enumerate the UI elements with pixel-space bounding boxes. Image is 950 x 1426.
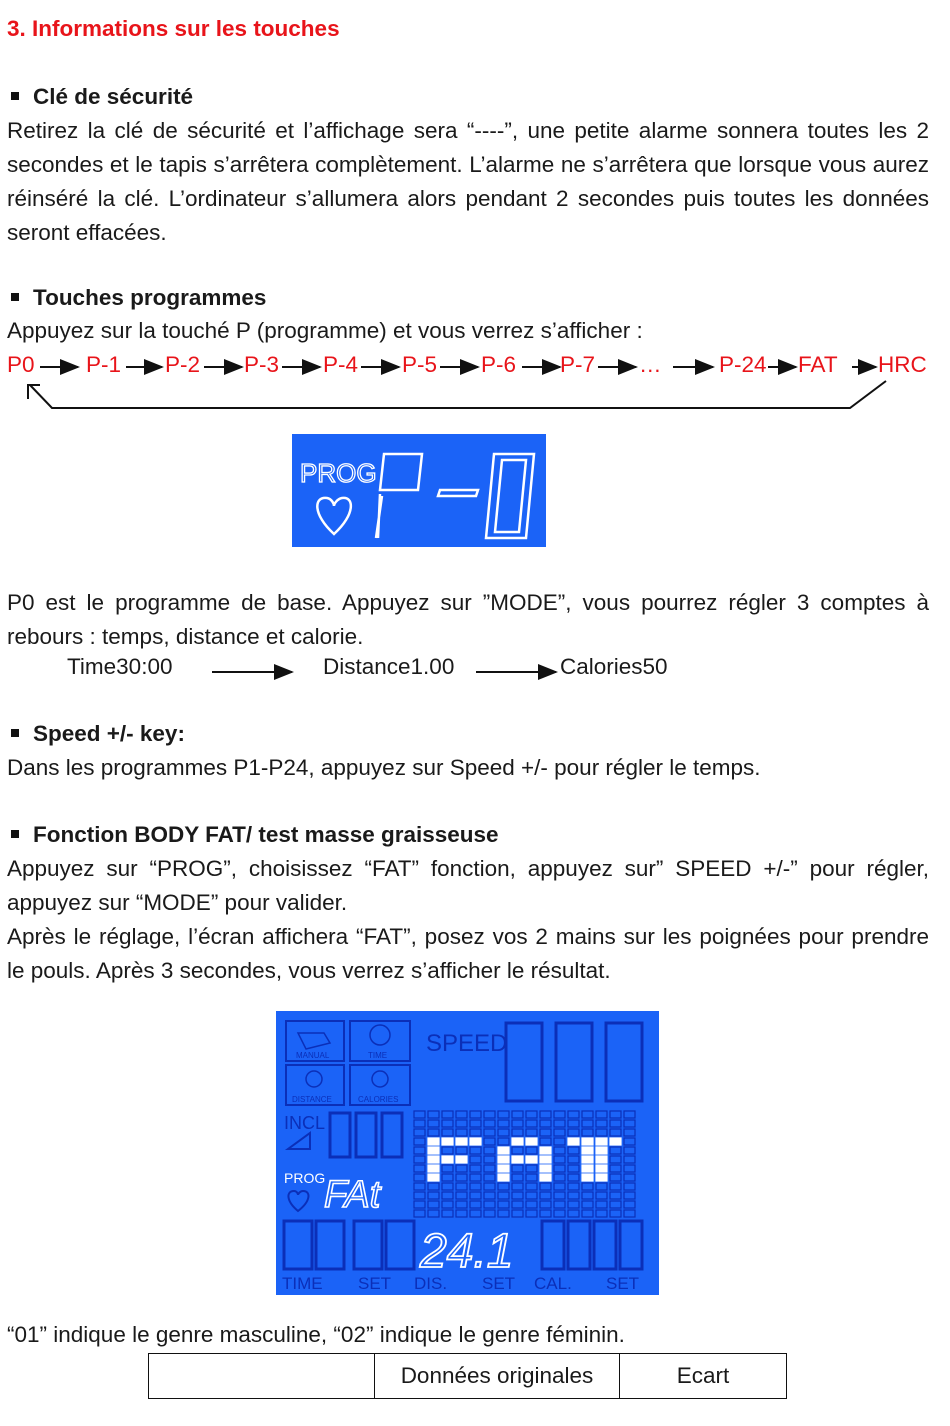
countdown-calories: Calories50 bbox=[560, 654, 668, 679]
lcd-incl-label: INCL bbox=[284, 1113, 326, 1133]
table-row bbox=[149, 1354, 787, 1399]
matrix-cell bbox=[610, 1111, 621, 1118]
matrix-cell bbox=[554, 1147, 565, 1154]
matrix-cell bbox=[610, 1174, 621, 1181]
programs-intro: Appuyez sur la touché P (programme) et vous verrez s’afficher : bbox=[7, 318, 643, 343]
matrix-cell bbox=[498, 1192, 509, 1199]
matrix-cell bbox=[470, 1192, 481, 1199]
matrix-cell bbox=[428, 1192, 439, 1199]
matrix-cell bbox=[498, 1210, 509, 1217]
flow-item: P0 bbox=[7, 352, 35, 377]
bottom-label-set: SET bbox=[606, 1274, 640, 1293]
icon-label-manual: MANUAL bbox=[296, 1051, 330, 1060]
matrix-cell bbox=[456, 1156, 467, 1163]
matrix-cell bbox=[442, 1147, 453, 1154]
icon-label-time: TIME bbox=[368, 1051, 388, 1060]
incl-ghost-digits bbox=[330, 1113, 402, 1157]
fat-dot-matrix bbox=[414, 1111, 635, 1217]
comparison-table bbox=[148, 1353, 787, 1399]
matrix-cell bbox=[526, 1111, 537, 1118]
lcd-prog-value: FAt bbox=[324, 1174, 381, 1216]
matrix-cell bbox=[624, 1147, 635, 1154]
flow-item: FAT bbox=[798, 352, 838, 377]
flow-item: P-1 bbox=[86, 352, 122, 377]
matrix-cell bbox=[414, 1183, 425, 1190]
matrix-cell bbox=[526, 1210, 537, 1217]
matrix-cell bbox=[624, 1120, 635, 1127]
table-header-original: Données originales bbox=[375, 1354, 620, 1399]
matrix-cell bbox=[610, 1138, 621, 1145]
bodyfat-paragraph-1: Appuyez sur “PROG”, choisissez “FAT” fonction, appuyez sur” SPEED +/-” pour régler, appuyez sur “MODE” pour valider. bbox=[7, 856, 929, 915]
matrix-cell bbox=[484, 1201, 495, 1208]
matrix-cell bbox=[456, 1183, 467, 1190]
hand-icon bbox=[298, 1033, 330, 1049]
matrix-cell bbox=[540, 1201, 551, 1208]
matrix-cell bbox=[442, 1129, 453, 1136]
matrix-cell bbox=[456, 1210, 467, 1217]
matrix-cell bbox=[470, 1183, 481, 1190]
bottom-label-set: SET bbox=[482, 1274, 516, 1293]
table-header-ecart: Ecart bbox=[620, 1354, 787, 1399]
matrix-cell bbox=[582, 1183, 593, 1190]
matrix-cell bbox=[582, 1210, 593, 1217]
matrix-cell bbox=[526, 1129, 537, 1136]
matrix-cell bbox=[582, 1192, 593, 1199]
lcd-speed-label: SPEED bbox=[426, 1030, 508, 1057]
matrix-cell bbox=[526, 1192, 537, 1199]
flow-item: P-4 bbox=[323, 352, 359, 377]
matrix-cell bbox=[554, 1129, 565, 1136]
lcd-prog-label: PROG bbox=[300, 458, 377, 488]
matrix-cell bbox=[582, 1165, 593, 1172]
matrix-cell bbox=[484, 1129, 495, 1136]
matrix-cell bbox=[456, 1174, 467, 1181]
matrix-cell bbox=[428, 1111, 439, 1118]
matrix-cell bbox=[428, 1138, 439, 1145]
matrix-cell bbox=[484, 1156, 495, 1163]
matrix-cell bbox=[498, 1111, 509, 1118]
matrix-cell bbox=[442, 1138, 453, 1145]
matrix-cell bbox=[610, 1165, 621, 1172]
matrix-cell bbox=[470, 1129, 481, 1136]
matrix-cell bbox=[526, 1138, 537, 1145]
bottom-label-time: TIME bbox=[282, 1274, 323, 1293]
speed-paragraph: Dans les programmes P1-P24, appuyez sur Speed +/- pour régler le temps. bbox=[7, 755, 761, 780]
flow-item: P-5 bbox=[402, 352, 438, 377]
matrix-cell bbox=[526, 1147, 537, 1154]
matrix-cell bbox=[568, 1129, 579, 1136]
lcd-value: 24.1 bbox=[420, 1225, 514, 1278]
matrix-cell bbox=[414, 1120, 425, 1127]
matrix-cell bbox=[498, 1129, 509, 1136]
matrix-cell bbox=[442, 1165, 453, 1172]
matrix-cell bbox=[624, 1183, 635, 1190]
matrix-cell bbox=[484, 1192, 495, 1199]
matrix-cell bbox=[456, 1129, 467, 1136]
matrix-cell bbox=[414, 1129, 425, 1136]
lcd-digits bbox=[376, 454, 534, 538]
matrix-cell bbox=[470, 1111, 481, 1118]
matrix-cell bbox=[596, 1120, 607, 1127]
matrix-cell bbox=[470, 1174, 481, 1181]
matrix-cell bbox=[540, 1111, 551, 1118]
matrix-cell bbox=[428, 1210, 439, 1217]
matrix-cell bbox=[512, 1111, 523, 1118]
matrix-cell bbox=[540, 1165, 551, 1172]
matrix-cell bbox=[610, 1183, 621, 1190]
matrix-cell bbox=[554, 1183, 565, 1190]
heart-icon bbox=[317, 498, 351, 534]
lcd-program-display bbox=[292, 434, 546, 547]
lcd-console-svg bbox=[276, 1011, 659, 1295]
bullet-icon bbox=[11, 729, 19, 737]
matrix-cell bbox=[554, 1156, 565, 1163]
matrix-cell bbox=[568, 1201, 579, 1208]
section-title: 3. Informations sur les touches bbox=[7, 16, 340, 41]
flow-item: HRC bbox=[878, 352, 927, 377]
countdown-distance: Distance1.00 bbox=[323, 654, 455, 679]
matrix-cell bbox=[624, 1165, 635, 1172]
matrix-cell bbox=[484, 1183, 495, 1190]
matrix-cell bbox=[554, 1192, 565, 1199]
matrix-cell bbox=[540, 1174, 551, 1181]
gender-note: “01” indique le genre masculine, “02” indique le genre féminin. bbox=[7, 1322, 625, 1347]
matrix-cell bbox=[512, 1174, 523, 1181]
safety-heading bbox=[7, 84, 193, 110]
matrix-cell bbox=[526, 1183, 537, 1190]
matrix-cell bbox=[428, 1165, 439, 1172]
matrix-cell bbox=[414, 1147, 425, 1154]
matrix-cell bbox=[568, 1174, 579, 1181]
lcd-console-display bbox=[276, 1011, 659, 1295]
matrix-cell bbox=[568, 1138, 579, 1145]
matrix-cell bbox=[582, 1120, 593, 1127]
matrix-cell bbox=[428, 1183, 439, 1190]
matrix-cell bbox=[512, 1201, 523, 1208]
matrix-cell bbox=[498, 1156, 509, 1163]
matrix-cell bbox=[554, 1201, 565, 1208]
matrix-cell bbox=[624, 1156, 635, 1163]
matrix-cell bbox=[582, 1111, 593, 1118]
matrix-cell bbox=[470, 1165, 481, 1172]
matrix-cell bbox=[596, 1138, 607, 1145]
matrix-cell bbox=[596, 1111, 607, 1118]
matrix-cell bbox=[414, 1210, 425, 1217]
runner-icon bbox=[306, 1071, 322, 1087]
matrix-cell bbox=[554, 1111, 565, 1118]
matrix-cell bbox=[624, 1210, 635, 1217]
matrix-cell bbox=[610, 1120, 621, 1127]
matrix-cell bbox=[596, 1147, 607, 1154]
p0-paragraph: P0 est le programme de base. Appuyez sur ”MODE”, vous pourrez régler 3 comptes à rebours : temps, distance et calorie. bbox=[7, 590, 929, 649]
matrix-cell bbox=[512, 1138, 523, 1145]
matrix-cell bbox=[442, 1111, 453, 1118]
matrix-cell bbox=[568, 1120, 579, 1127]
matrix-cell bbox=[414, 1165, 425, 1172]
programs-heading bbox=[7, 285, 266, 311]
bodyfat-heading bbox=[7, 822, 499, 848]
icon-label-distance: DISTANCE bbox=[292, 1095, 332, 1104]
matrix-cell bbox=[512, 1165, 523, 1172]
matrix-cell bbox=[540, 1138, 551, 1145]
matrix-cell bbox=[554, 1174, 565, 1181]
matrix-cell bbox=[568, 1210, 579, 1217]
return-arrow-line bbox=[30, 381, 886, 408]
matrix-cell bbox=[414, 1201, 425, 1208]
table-cell-empty bbox=[149, 1354, 375, 1399]
matrix-cell bbox=[610, 1129, 621, 1136]
matrix-cell bbox=[498, 1138, 509, 1145]
bullet-icon bbox=[11, 293, 19, 301]
matrix-cell bbox=[526, 1120, 537, 1127]
matrix-cell bbox=[484, 1210, 495, 1217]
safety-paragraph: Retirez la clé de sécurité et l’affichage sera “----”, une petite alarme sonnera toutes les 2 secondes et le tapis s’arrêtera complètement. L’alarme ne s’arrêtera que lorsque vous aurez réinséré la clé. L’ordinateur s’allumera alors pendant 2 secondes puis toutes les données seront effacées. bbox=[7, 118, 929, 245]
safety-heading-text: Clé de sécurité bbox=[33, 84, 194, 109]
matrix-cell bbox=[596, 1192, 607, 1199]
matrix-cell bbox=[596, 1201, 607, 1208]
matrix-cell bbox=[568, 1183, 579, 1190]
speed-heading-text: Speed +/- key: bbox=[33, 721, 185, 746]
matrix-cell bbox=[428, 1201, 439, 1208]
matrix-cell bbox=[470, 1210, 481, 1217]
matrix-cell bbox=[582, 1147, 593, 1154]
matrix-cell bbox=[456, 1147, 467, 1154]
matrix-cell bbox=[624, 1129, 635, 1136]
matrix-cell bbox=[526, 1165, 537, 1172]
matrix-cell bbox=[526, 1156, 537, 1163]
matrix-cell bbox=[498, 1183, 509, 1190]
speed-ghost-digits bbox=[506, 1023, 642, 1101]
flow-item: P-24 bbox=[719, 352, 767, 377]
matrix-cell bbox=[498, 1201, 509, 1208]
matrix-cell bbox=[610, 1210, 621, 1217]
matrix-cell bbox=[484, 1120, 495, 1127]
matrix-cell bbox=[554, 1210, 565, 1217]
matrix-cell bbox=[442, 1183, 453, 1190]
matrix-cell bbox=[414, 1138, 425, 1145]
matrix-cell bbox=[484, 1111, 495, 1118]
matrix-cell bbox=[442, 1156, 453, 1163]
matrix-cell bbox=[484, 1138, 495, 1145]
flow-item: … bbox=[639, 352, 662, 377]
matrix-cell bbox=[568, 1192, 579, 1199]
matrix-cell bbox=[512, 1120, 523, 1127]
matrix-cell bbox=[414, 1156, 425, 1163]
matrix-cell bbox=[414, 1174, 425, 1181]
matrix-cell bbox=[470, 1147, 481, 1154]
return-arrow-head bbox=[28, 385, 40, 399]
incline-icon bbox=[288, 1133, 310, 1149]
bullet-icon bbox=[11, 92, 19, 100]
flow-item: P-3 bbox=[244, 352, 280, 377]
flow-item: P-7 bbox=[560, 352, 596, 377]
matrix-cell bbox=[624, 1192, 635, 1199]
matrix-cell bbox=[470, 1138, 481, 1145]
matrix-cell bbox=[442, 1201, 453, 1208]
clock-icon bbox=[370, 1025, 390, 1045]
matrix-cell bbox=[554, 1138, 565, 1145]
matrix-cell bbox=[428, 1147, 439, 1154]
matrix-cell bbox=[624, 1201, 635, 1208]
flow-item: P-6 bbox=[481, 352, 517, 377]
matrix-cell bbox=[540, 1120, 551, 1127]
matrix-cell bbox=[568, 1147, 579, 1154]
matrix-cell bbox=[512, 1129, 523, 1136]
matrix-cell bbox=[582, 1174, 593, 1181]
bodyfat-paragraph-2: Après le réglage, l’écran affichera “FAT”, posez vos 2 mains sur les poignées pour prendre le pouls. Après 3 secondes, vous verrez s’afficher le résultat. bbox=[7, 924, 929, 983]
matrix-cell bbox=[498, 1120, 509, 1127]
matrix-cell bbox=[512, 1156, 523, 1163]
matrix-cell bbox=[470, 1156, 481, 1163]
matrix-cell bbox=[526, 1174, 537, 1181]
matrix-cell bbox=[540, 1129, 551, 1136]
matrix-cell bbox=[568, 1165, 579, 1172]
matrix-cell bbox=[610, 1201, 621, 1208]
matrix-cell bbox=[610, 1147, 621, 1154]
matrix-cell bbox=[596, 1129, 607, 1136]
matrix-cell bbox=[484, 1174, 495, 1181]
matrix-cell bbox=[540, 1183, 551, 1190]
matrix-cell bbox=[568, 1156, 579, 1163]
bottom-label-set: SET bbox=[358, 1274, 392, 1293]
matrix-cell bbox=[610, 1192, 621, 1199]
matrix-cell bbox=[512, 1192, 523, 1199]
matrix-cell bbox=[456, 1192, 467, 1199]
matrix-cell bbox=[582, 1129, 593, 1136]
matrix-cell bbox=[540, 1210, 551, 1217]
lcd-prog2-label: PROG bbox=[284, 1170, 326, 1186]
bottom-label-cal: CAL. bbox=[534, 1274, 572, 1293]
matrix-cell bbox=[498, 1147, 509, 1154]
matrix-cell bbox=[512, 1183, 523, 1190]
lcd-program-svg bbox=[292, 434, 546, 547]
countdown-arrows bbox=[200, 660, 560, 684]
matrix-cell bbox=[414, 1192, 425, 1199]
matrix-cell bbox=[596, 1183, 607, 1190]
matrix-cell bbox=[442, 1192, 453, 1199]
matrix-cell bbox=[540, 1192, 551, 1199]
matrix-cell bbox=[554, 1165, 565, 1172]
matrix-cell bbox=[428, 1120, 439, 1127]
matrix-cell bbox=[512, 1147, 523, 1154]
matrix-cell bbox=[568, 1111, 579, 1118]
matrix-cell bbox=[596, 1165, 607, 1172]
matrix-cell bbox=[624, 1138, 635, 1145]
icon-label-calories: CALORIES bbox=[358, 1095, 399, 1104]
matrix-cell bbox=[414, 1111, 425, 1118]
programs-heading-text: Touches programmes bbox=[33, 285, 267, 310]
matrix-cell bbox=[456, 1165, 467, 1172]
matrix-cell bbox=[470, 1120, 481, 1127]
matrix-cell bbox=[610, 1156, 621, 1163]
matrix-cell bbox=[442, 1120, 453, 1127]
matrix-cell bbox=[526, 1201, 537, 1208]
matrix-cell bbox=[456, 1120, 467, 1127]
matrix-cell bbox=[512, 1210, 523, 1217]
matrix-cell bbox=[428, 1174, 439, 1181]
matrix-cell bbox=[498, 1174, 509, 1181]
matrix-cell bbox=[540, 1156, 551, 1163]
matrix-cell bbox=[554, 1120, 565, 1127]
matrix-cell bbox=[540, 1147, 551, 1154]
matrix-cell bbox=[456, 1138, 467, 1145]
matrix-cell bbox=[596, 1210, 607, 1217]
flow-item: P-2 bbox=[165, 352, 201, 377]
matrix-cell bbox=[456, 1201, 467, 1208]
flame-icon bbox=[372, 1071, 388, 1087]
matrix-cell bbox=[624, 1174, 635, 1181]
matrix-cell bbox=[428, 1156, 439, 1163]
matrix-cell bbox=[582, 1138, 593, 1145]
speed-heading bbox=[7, 721, 185, 747]
matrix-cell bbox=[442, 1210, 453, 1217]
matrix-cell bbox=[456, 1111, 467, 1118]
matrix-cell bbox=[596, 1156, 607, 1163]
matrix-cell bbox=[596, 1174, 607, 1181]
bullet-icon bbox=[11, 830, 19, 838]
matrix-cell bbox=[582, 1156, 593, 1163]
matrix-cell bbox=[624, 1111, 635, 1118]
countdown-time: Time30:00 bbox=[67, 654, 173, 679]
matrix-cell bbox=[484, 1147, 495, 1154]
matrix-cell bbox=[582, 1201, 593, 1208]
matrix-cell bbox=[484, 1165, 495, 1172]
heart-icon bbox=[288, 1191, 308, 1211]
matrix-cell bbox=[428, 1129, 439, 1136]
bottom-label-dis: DIS. bbox=[414, 1274, 448, 1293]
program-flow-arrows bbox=[0, 355, 950, 415]
matrix-cell bbox=[470, 1201, 481, 1208]
matrix-cell bbox=[442, 1174, 453, 1181]
bodyfat-heading-text: Fonction BODY FAT/ test masse graisseuse bbox=[33, 822, 499, 847]
matrix-cell bbox=[498, 1165, 509, 1172]
